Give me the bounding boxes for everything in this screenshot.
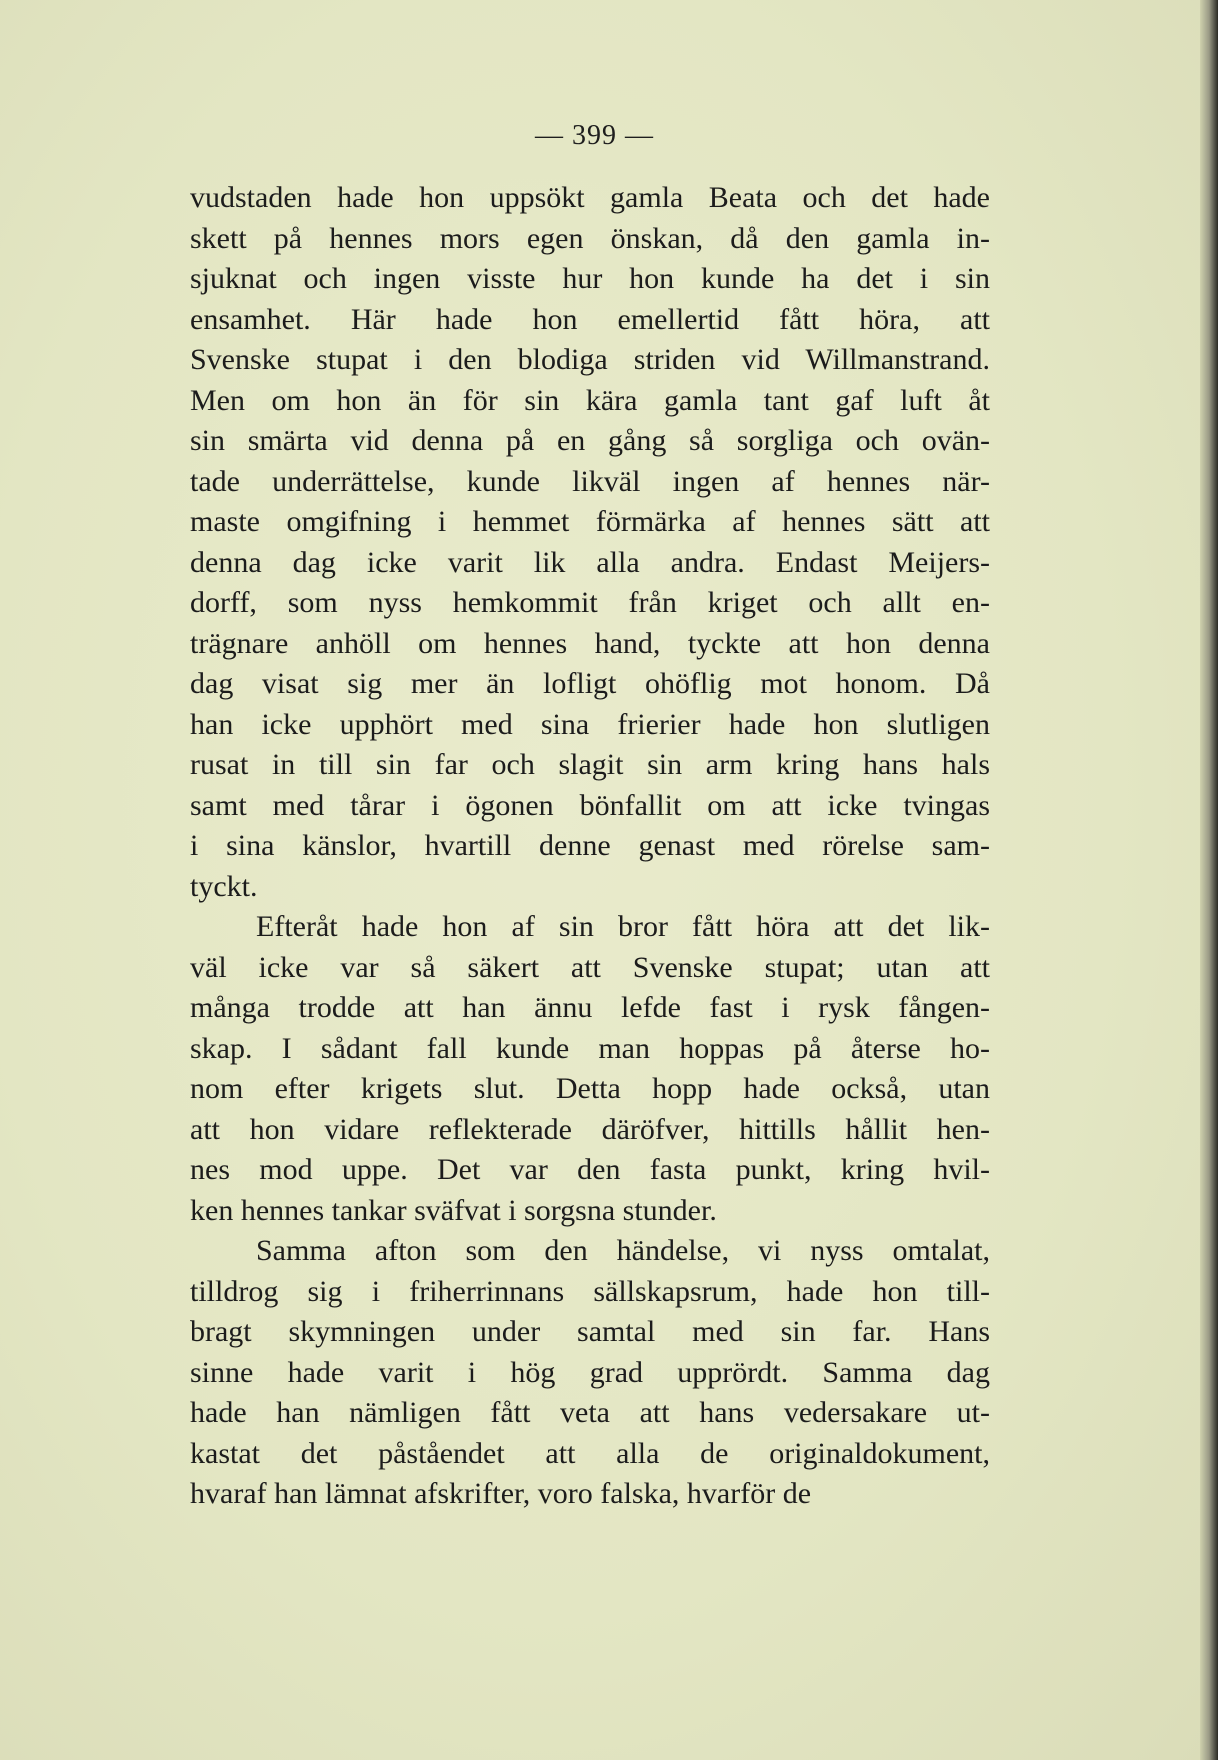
text-line: tyckt. <box>190 869 258 903</box>
page-edge <box>1200 0 1218 1760</box>
text-line: Men om hon än för sin kära gamla tant gaf luft åt <box>190 383 990 417</box>
text-line: ensamhet. Här hade hon emellertid fått höra, att <box>190 302 990 336</box>
text-line: sin smärta vid denna på en gång så sorgliga och ovän- <box>190 424 990 457</box>
text-line: dag visat sig mer än lofligt ohöflig mot honom. Då <box>190 667 990 700</box>
text-line: sinne hade varit i hög grad upprördt. Samma dag <box>190 1355 990 1389</box>
text-line: skett på hennes mors egen önskan, då den gamla in- <box>190 221 990 255</box>
text-line: väl icke var så säkert att Svenske stupat; utan att <box>190 950 990 984</box>
text-line: Svenske stupat i den blodiga striden vid Willmanstrand. <box>190 343 990 376</box>
text-line: hvaraf han lämnat afskrifter, voro falska, hvarför de <box>190 1477 812 1510</box>
text-line: nom efter krigets slut. Detta hopp hade också, utan <box>190 1072 990 1105</box>
page-text <box>190 178 990 1515</box>
text-line: hade han nämligen fått veta att hans vedersakare ut- <box>190 1396 990 1429</box>
text-line: många trodde att han ännu lefde fast i rysk fången- <box>190 991 990 1024</box>
text-line: denna dag icke varit lik alla andra. Endast Meijers- <box>190 545 990 579</box>
text-line: maste omgifning i hemmet förmärka af hennes sätt att <box>190 505 990 538</box>
text-line: tilldrog sig i friherrinnans sällskapsrum, hade hon till- <box>190 1274 990 1308</box>
paragraph <box>190 907 990 1231</box>
text-line: vudstaden hade hon uppsökt gamla Beata och det hade <box>190 181 990 214</box>
text-line: skap. I sådant fall kunde man hoppas på återse ho- <box>190 1031 990 1065</box>
text-line: dorff, som nyss hemkommit från kriget och allt en- <box>190 586 990 619</box>
page-number: — 399 — <box>535 120 654 151</box>
text-line: ken hennes tankar sväfvat i sorgsna stunder. <box>190 1193 717 1227</box>
text-line: tade underrättelse, kunde likväl ingen af hennes när- <box>190 464 990 498</box>
text-line: samt med tårar i ögonen bönfallit om att icke tvingas <box>190 788 990 822</box>
text-line: i sina känslor, hvartill denne genast med rörelse sam- <box>190 829 990 862</box>
text-line: Samma afton som den händelse, vi nyss omtalat, <box>256 1234 990 1267</box>
text-line: trägnare anhöll om hennes hand, tyckte att hon denna <box>190 626 990 660</box>
text-line: kastat det påståendet att alla de originaldokument, <box>190 1436 990 1470</box>
text-line: han icke upphört med sina frierier hade hon slutligen <box>190 707 990 741</box>
text-line: att hon vidare reflekterade däröfver, hittills hållit hen- <box>190 1112 990 1146</box>
text-line: rusat in till sin far och slagit sin arm kring hans hals <box>190 748 990 781</box>
text-line: Efteråt hade hon af sin bror fått höra att det lik- <box>256 910 990 943</box>
paragraph <box>190 1231 990 1515</box>
text-line: bragt skymningen under samtal med sin far. Hans <box>190 1315 990 1348</box>
paragraph <box>190 178 990 907</box>
text-line: nes mod uppe. Det var den fasta punkt, kring hvil- <box>190 1153 990 1186</box>
text-line: sjuknat och ingen visste hur hon kunde ha det i sin <box>190 262 990 295</box>
